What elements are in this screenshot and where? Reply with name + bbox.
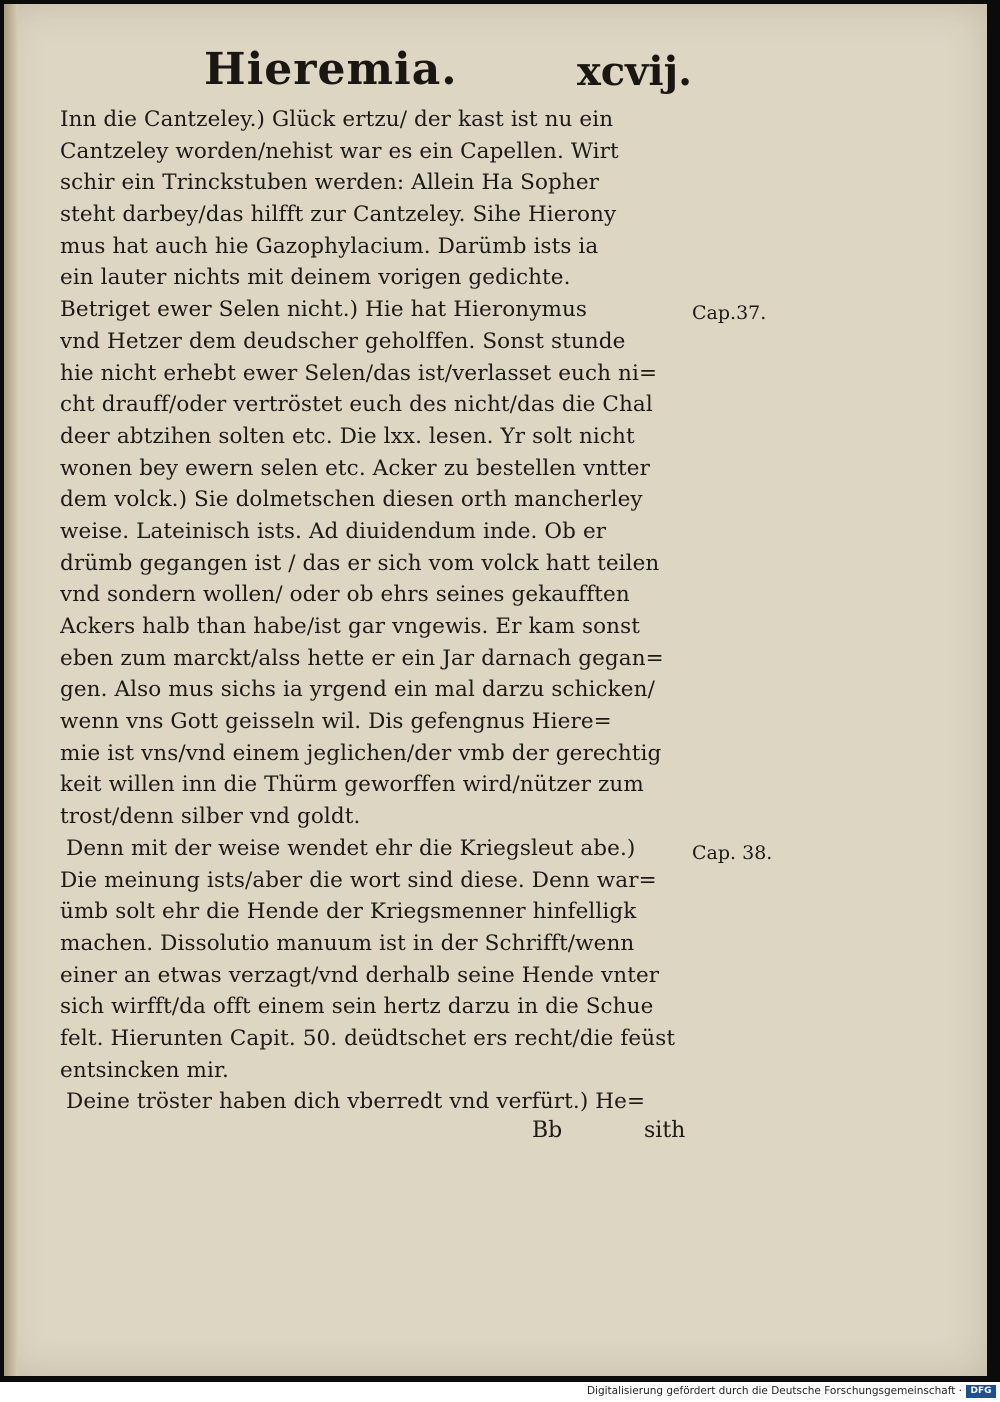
text-line: eben zum marckt/alss hette er ein Jar darnach gegan= bbox=[60, 645, 664, 671]
folio-number: xcvij. bbox=[576, 48, 692, 95]
text-line: steht darbey/das hilfft zur Cantzeley. Sihe Hierony bbox=[60, 202, 617, 228]
commentary-text bbox=[60, 104, 710, 1118]
text-line: machen. Dissolutio manuum ist in der Schrifft/wenn bbox=[60, 930, 635, 956]
text-line: weise. Lateinisch ists. Ad diuidendum inde. Ob er bbox=[60, 518, 607, 544]
funding-credit: Digitalisierung gefördert durch die Deutsche Forschungsgemeinschaft · bbox=[586, 1385, 962, 1397]
text-line: ümb solt ehr die Hende der Kriegsmenner hinfelligk bbox=[60, 899, 637, 925]
text-line: felt. Hierunten Capit. 50. deüdtschet ers recht/die feüst bbox=[60, 1025, 676, 1051]
text-line: Inn die Cantzeley.) Glück ertzu/ der kast ist nu ein bbox=[60, 107, 614, 132]
text-line: Die meinung ists/aber die wort sind diese. Denn war= bbox=[60, 867, 657, 893]
margin-note-cap-37: Cap.37. bbox=[692, 302, 767, 324]
dfg-logo: DFG bbox=[966, 1385, 996, 1398]
signature-mark: Bb bbox=[532, 1118, 563, 1143]
text-line: schir ein Trinckstuben werden: Allein Ha Sopher bbox=[60, 170, 600, 196]
text-line: deer abtzihen solten etc. Die lxx. lesen. Yr solt nicht bbox=[60, 423, 635, 449]
text-line: gen. Also mus sichs ia yrgend ein mal darzu schicken/ bbox=[60, 677, 655, 703]
text-line: ein lauter nichts mit deinem vorigen gedichte. bbox=[60, 265, 571, 291]
catchword: sith bbox=[644, 1118, 686, 1143]
text-line: Cantzeley worden/nehist war es ein Capellen. Wirt bbox=[60, 138, 619, 164]
text-line: Denn mit der weise wendet ehr die Kriegsleut abe.) bbox=[66, 835, 636, 861]
text-line: hie nicht erhebt ewer Selen/das ist/verlasset euch ni= bbox=[60, 360, 658, 386]
text-line: wonen bey ewern selen etc. Acker zu bestellen vntter bbox=[60, 455, 650, 481]
text-line: trost/denn silber vnd goldt. bbox=[60, 804, 361, 830]
text-line: dem volck.) Sie dolmetschen diesen orth mancherley bbox=[60, 487, 643, 513]
text-line: vnd sondern wollen/ oder ob ehrs seines gekaufften bbox=[60, 582, 630, 608]
text-line: mie ist vns/vnd einem jeglichen/der vmb der gerechtig bbox=[60, 740, 662, 766]
text-line: wenn vns Gott geisseln wil. Dis gefengnus Hiere= bbox=[60, 709, 612, 735]
text-line: einer an etwas verzagt/vnd derhalb seine Hende vnter bbox=[60, 962, 660, 988]
page-header bbox=[204, 44, 704, 104]
text-line: mus hat auch hie Gazophylacium. Darümb ists ia bbox=[60, 233, 599, 259]
text-line: sich wirfft/da offt einem sein hertz darzu in die Schue bbox=[60, 994, 654, 1020]
digitization-footer bbox=[0, 1382, 1000, 1402]
text-line: cht drauff/oder vertröstet euch des nicht/das die Chal bbox=[60, 392, 653, 418]
page-footer-catchword bbox=[504, 1118, 704, 1152]
text-line: vnd Hetzer dem deudscher geholffen. Sonst stunde bbox=[60, 328, 626, 354]
running-title: Hieremia. bbox=[204, 44, 458, 95]
text-line: Ackers halb than habe/ist gar vngewis. Er kam sonst bbox=[60, 614, 640, 639]
text-line: keit willen inn die Thürm geworffen wird/nützer zum bbox=[60, 772, 644, 798]
text-line: Betriget ewer Selen nicht.) Hie hat Hieronymus bbox=[60, 297, 588, 323]
margin-note-cap-38: Cap. 38. bbox=[692, 842, 773, 864]
text-line: entsincken mir. bbox=[60, 1057, 229, 1083]
book-page bbox=[4, 4, 987, 1376]
text-line: Deine tröster haben dich vberredt vnd verfürt.) He= bbox=[66, 1089, 646, 1115]
text-line: drümb gegangen ist / das er sich vom volck hatt teilen bbox=[60, 550, 660, 576]
page-gutter-shadow bbox=[4, 4, 18, 1376]
